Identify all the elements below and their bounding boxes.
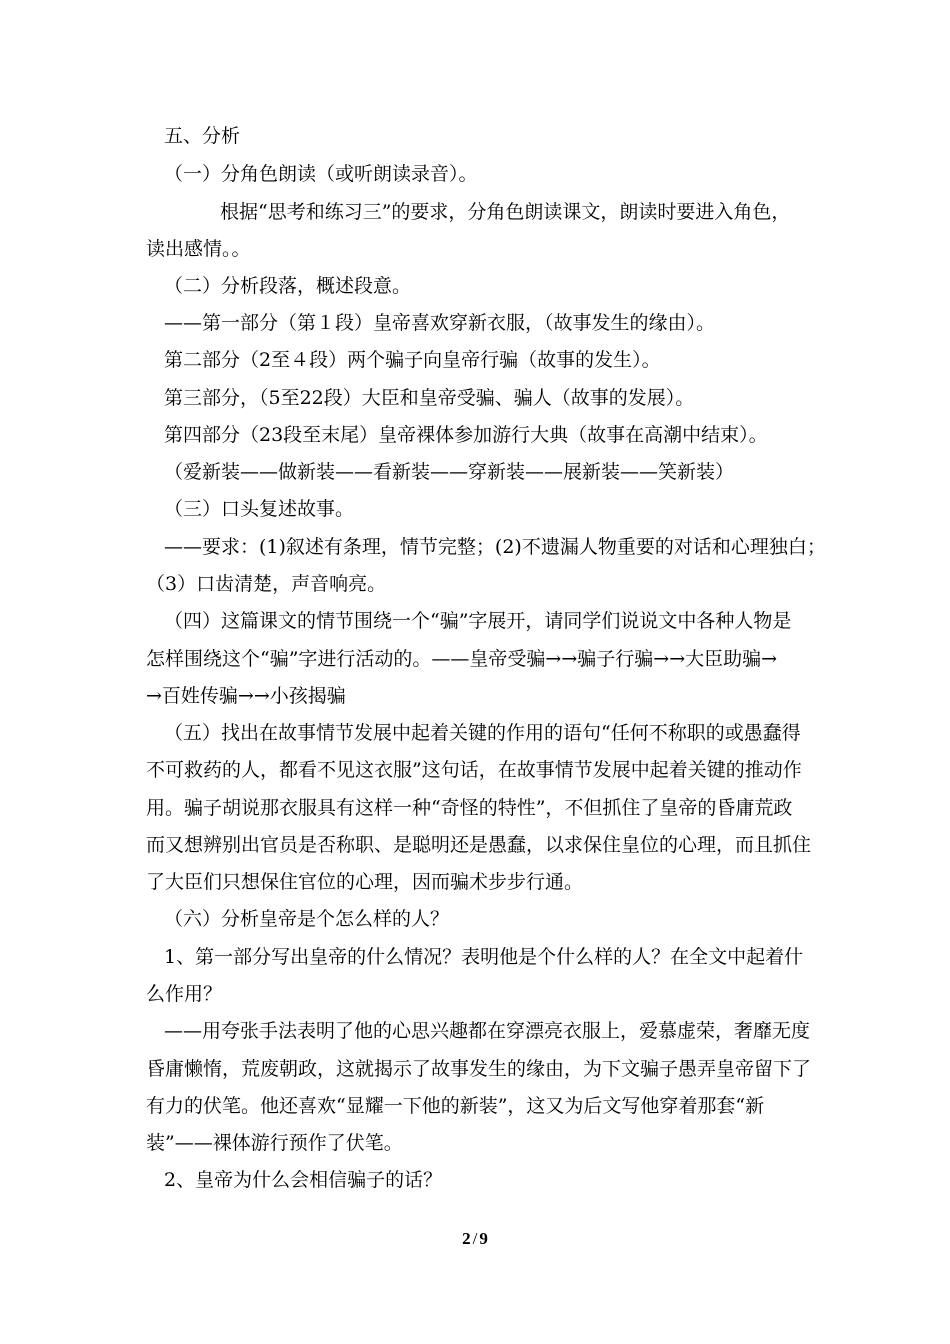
paragraph-line: 第四部分（23段至末尾）皇帝裸体参加游行大典（故事在高潮中结束）。 — [164, 424, 768, 446]
subheading-6: （六）分析皇帝是个怎么样的人？ — [164, 908, 450, 930]
paragraph-line: （3）口齿清楚，声音响亮。 — [146, 573, 387, 595]
paragraph-line: 根据“思考和练习三”的要求，分角色朗读课文，朗读时要进入角色， — [220, 201, 791, 223]
paragraph-line: 第三部分，（5至22段）大臣和皇帝受骗、骗人（故事的发展）。 — [164, 387, 695, 409]
paragraph-line: （爱新装——做新装——看新装——穿新装——展新装——笑新装） — [164, 461, 735, 483]
paragraph-line: →百姓传骗→→小孩揭骗 — [146, 685, 346, 707]
subheading-2: （二）分析段落，概述段意。 — [164, 275, 412, 297]
page-number — [0, 1228, 950, 1250]
paragraph-line: 用。骗子胡说那衣服具有这样一种“奇怪的特性”，不但抓住了皇帝的昏庸荒政 — [146, 797, 793, 819]
paragraph-line: 怎样围绕这个“骗”字进行活动的。——皇帝受骗→→骗子行骗→→大臣助骗→ — [146, 648, 778, 670]
answer-line: 装”——裸体游行预作了伏笔。 — [146, 1132, 403, 1154]
paragraph-line: ——要求：(1)叙述有条理，情节完整；(2)不遗漏人物重要的对话和心理独白； — [164, 536, 826, 558]
subheading-4: （四）这篇课文的情节围绕一个“骗”字展开，请同学们说说文中各种人物是 — [164, 610, 792, 632]
answer-line: 昏庸懒惰，荒废朝政，这就揭示了故事发生的缘由，为下文骗子愚弄皇帝留下了 — [146, 1058, 812, 1080]
page-separator: / — [472, 1229, 478, 1248]
paragraph-line: 而又想辨别出官员是否称职、是聪明还是愚蠢，以求保住皇位的心理，而且抓住 — [146, 834, 812, 856]
answer-line: 有力的伏笔。他还喜欢“显耀一下他的新装”，这又为后文写他穿着那套“新 — [146, 1095, 765, 1117]
answer-line: ——用夸张手法表明了他的心思兴趣都在穿漂亮衣服上，爱慕虚荣，奢靡无度 — [164, 1020, 811, 1042]
section-heading: 五、分析 — [164, 125, 241, 147]
page-current: 2 — [462, 1229, 471, 1248]
paragraph-line: 读出感情。。 — [146, 238, 251, 260]
paragraph-line: 不可救药的人，都看不见这衣服”这句话，在故事情节发展中起着关键的推动作 — [146, 759, 802, 781]
page-total: 9 — [479, 1229, 488, 1248]
subheading-1: （一）分角色朗读（或听朗读录音）。 — [164, 163, 478, 185]
subheading-5: （五）找出在故事情节发展中起着关键的作用的语句“任何不称职的或愚蠢得 — [164, 722, 801, 744]
paragraph-line: 了大臣们只想保住官位的心理，因而骗术步步行通。 — [146, 871, 584, 893]
paragraph-line: ——第一部分（第１段）皇帝喜欢穿新衣服，（故事发生的缘由）。 — [164, 312, 716, 334]
subheading-3: （三）口头复述故事。 — [164, 498, 355, 520]
question-line: 么作用？ — [146, 983, 223, 1005]
paragraph-line: 第二部分（2至４段）两个骗子向皇帝行骗（故事的发生）。 — [164, 349, 661, 371]
question-line: 2、皇帝为什么会相信骗子的话？ — [164, 1169, 443, 1191]
question-line: 1、第一部分写出皇帝的什么情况？表明他是个什么样的人？在全文中起着什 — [164, 946, 804, 968]
